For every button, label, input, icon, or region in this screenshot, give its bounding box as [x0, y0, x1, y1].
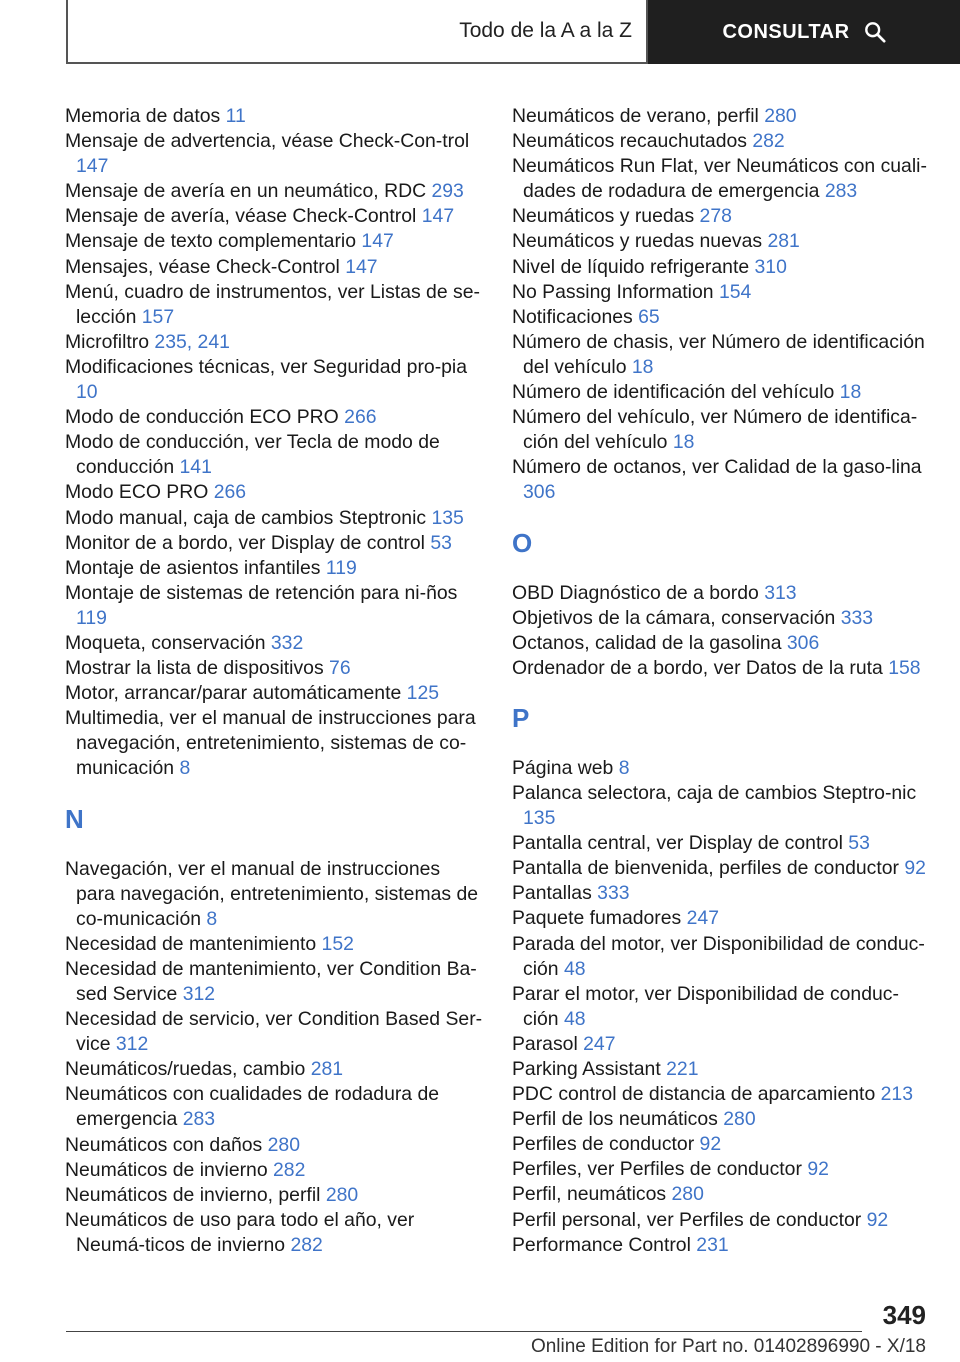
index-entry-text: No Passing Information [512, 280, 719, 303]
index-entry-text: Neumáticos de uso para todo el año, ver Neumá‐ticos de invierno [65, 1208, 415, 1256]
index-entry-text: Mensaje de avería en un neumático, RDC [65, 180, 432, 203]
index-entry [65, 179, 483, 204]
index-entry-page-link[interactable]: 92 [807, 1158, 829, 1181]
index-entry [512, 881, 932, 906]
index-entry-page-link[interactable]: 135 [431, 506, 464, 529]
index-entry [65, 631, 483, 656]
index-entry-text: Neumáticos y ruedas nuevas [512, 230, 768, 253]
index-letter-heading: N [65, 803, 84, 834]
index-entry-text: Modo ECO PRO [65, 481, 214, 504]
index-entry-page-link[interactable]: 92 [699, 1133, 722, 1156]
index-entry-text: Neumáticos de invierno, perfil [65, 1183, 326, 1206]
index-entry [65, 857, 483, 932]
index-entry [65, 1183, 483, 1208]
page-number: 349 [882, 1300, 926, 1330]
index-entry-text: Neumáticos recauchutados [512, 130, 753, 153]
index-entry-page-link[interactable]: 247 [583, 1032, 616, 1055]
index-entry [512, 1132, 932, 1157]
index-entry-text: Objetivos de la cámara, conservación [512, 606, 841, 629]
index-entry-page-link[interactable]: 280 [267, 1133, 300, 1156]
index-entry [65, 1133, 483, 1158]
index-entry-text: Modificaciones técnicas, ver Seguridad pro‐pia [65, 355, 468, 378]
index-entry [65, 204, 483, 229]
index-entry [512, 1208, 932, 1233]
index-entry-text: Página web [512, 756, 619, 779]
index-entry-text: Menú, cuadro de instrumentos, ver Listas de se‐lección [65, 280, 480, 328]
index-entry-page-link[interactable]: 8 [618, 756, 630, 779]
index-column-left [65, 104, 483, 1258]
index-entry-text: Necesidad de servicio, ver Condition Based Ser‐vice [65, 1008, 483, 1056]
index-entry-page-link[interactable]: 147 [361, 230, 394, 253]
index-entry-text: Número de identificación del vehículo [512, 381, 840, 404]
index-entry [65, 531, 483, 556]
index-entry [65, 280, 483, 330]
index-entry [65, 355, 483, 405]
index-entry-page-link[interactable]: 10 [76, 381, 98, 404]
index-entry-text: Número del vehículo, ver Número de identifica‐ción del vehículo [512, 406, 918, 454]
index-entry-text: Ordenador de a bordo, ver Datos de la ruta [512, 656, 889, 679]
index-entry [512, 1233, 932, 1258]
index-letter-heading: O [512, 527, 533, 558]
index-entry-page-link[interactable]: 147 [76, 155, 109, 178]
index-entry [65, 129, 483, 179]
index-entry-text: Parking Assistant [512, 1058, 667, 1080]
index-entry [512, 1057, 932, 1082]
index-entry-page-link[interactable]: 312 [182, 983, 216, 1005]
index-entry [65, 656, 483, 681]
index-entry-page-link[interactable]: 266 [344, 406, 377, 429]
index-entry [512, 656, 932, 681]
index-entry-text: Modo de conducción ECO PRO [65, 406, 345, 429]
index-entry [65, 1082, 483, 1132]
index-entry-page-link[interactable]: 333 [840, 606, 874, 629]
index-entry-text: Moqueta, conservación [65, 631, 271, 654]
index-entry-page-link[interactable]: 280 [671, 1183, 704, 1206]
index-entry [512, 756, 932, 781]
index-entry-page-link[interactable]: 281 [310, 1058, 344, 1081]
index-entry [512, 1082, 932, 1107]
index-entry-text: Montaje de asientos infantiles [65, 556, 326, 579]
index-entry-page-link[interactable]: 282 [290, 1233, 323, 1256]
index-entry [65, 506, 483, 531]
index-entry [512, 631, 932, 656]
index-entry-page-link[interactable]: 158 [888, 656, 921, 679]
index-entry-text: Multimedia, ver el manual de instrucciones para navegación, entretenimiento, sistemas de co‐municación [65, 707, 476, 780]
index-entry [512, 129, 932, 154]
index-entry-text: Mensajes, véase Check-Control [65, 255, 346, 278]
index-entry-text: Modo manual, caja de cambios Steptronic [65, 506, 432, 529]
index-entry-page-link[interactable]: 282 [273, 1158, 306, 1181]
index-entry-text: Notificaciones [512, 305, 639, 328]
index-entry [65, 255, 483, 280]
index-entry-text: Necesidad de mantenimiento, ver Condition Ba‐sed Service [65, 957, 477, 1005]
index-entry-page-link[interactable]: 141 [179, 456, 212, 479]
index-entry-text: Palanca selectora, caja de cambios Steptro‐nic [512, 781, 917, 804]
index-entry-text: Parada del motor, ver Disponibilidad de conduc‐ción [512, 932, 925, 980]
index-entry-page-link[interactable]: 306 [786, 631, 820, 654]
index-entry [65, 1007, 483, 1057]
index-entry-page-link[interactable]: 147 [421, 205, 455, 228]
index-entry [512, 856, 932, 881]
index-entry-page-link[interactable]: 92 [904, 857, 926, 880]
index-entry-page-link[interactable]: 313 [764, 581, 797, 604]
index-entry-page-link[interactable]: 312 [115, 1033, 149, 1056]
index-entry [65, 1208, 483, 1258]
index-entry [65, 229, 483, 254]
index-entry-page-link[interactable]: 147 [345, 255, 378, 278]
index-entry [512, 606, 932, 631]
index-entry-page-link[interactable]: 8 [179, 757, 191, 780]
tab-consultar-label: CONSULTAR [722, 20, 850, 43]
index-entry [512, 982, 932, 1032]
index-entry-page-link[interactable]: 48 [563, 957, 586, 980]
index-entry-page-link[interactable]: 18 [839, 381, 862, 404]
index-entry [512, 330, 932, 380]
index-entry [65, 681, 483, 706]
index-entry-text: Nivel de líquido refrigerante [512, 255, 755, 278]
index-column-right [512, 104, 932, 1258]
index-entry-page-link[interactable]: 231 [696, 1233, 729, 1256]
index-entry-page-link[interactable]: 281 [767, 230, 800, 253]
index-entry [512, 1182, 932, 1207]
index-entry [512, 581, 932, 606]
index-entry [65, 480, 483, 505]
index-entry-page-link[interactable]: 332 [270, 631, 304, 654]
index-entry-page-link[interactable]: 280 [723, 1108, 756, 1131]
index-entry [65, 932, 483, 957]
index-entry-text: Pantalla central, ver Display de control [512, 832, 849, 855]
index-entry-page-link[interactable]: 235, 241 [154, 330, 230, 353]
index-entry-page-link[interactable]: 280 [325, 1183, 359, 1206]
index-entry [512, 154, 932, 204]
index-letter-heading: P [512, 702, 530, 733]
index-entry-text: Perfil, neumáticos [512, 1183, 672, 1206]
index-entry [512, 380, 932, 405]
index-entry-text: Navegación, ver el manual de instrucciones para navegación, entretenimiento, sistemas de co‐municación [65, 857, 479, 930]
index-entry-page-link[interactable]: 221 [666, 1058, 699, 1080]
index-entry-page-link[interactable]: 119 [76, 606, 107, 629]
index-entry [512, 932, 932, 982]
index-entry [512, 1107, 932, 1132]
index-entry [512, 204, 932, 229]
index-entry-page-link[interactable]: 333 [597, 882, 630, 905]
index-entry-page-link[interactable]: 157 [141, 305, 175, 328]
index-entry-text: Memoria de datos [65, 105, 226, 127]
index-entry [65, 957, 483, 1007]
index-entry-text: Neumáticos de invierno [65, 1158, 274, 1181]
index-entry [512, 1157, 932, 1182]
index-entry-text: Montaje de sistemas de retención para ni‐ños [65, 581, 458, 604]
index-entry-text: Neumáticos Run Flat, ver Neumáticos con cuali‐dades de rodadura de emergencia [512, 155, 927, 203]
index-entry [65, 706, 483, 781]
index-entry [512, 781, 932, 831]
index-entry-text: Mostrar la lista de dispositivos [65, 657, 330, 680]
index-entry-page-link[interactable]: 282 [752, 130, 785, 153]
index-entry [512, 1032, 932, 1057]
index-entry-page-link[interactable]: 119 [325, 556, 357, 579]
index-entry-text: Perfil personal, ver Perfiles de conductor [512, 1208, 867, 1231]
index-entry [65, 104, 483, 129]
index-entry-page-link[interactable]: 65 [638, 305, 660, 328]
index-entry-text: Parar el motor, ver Disponibilidad de conduc‐ción [512, 982, 899, 1030]
index-entry [65, 556, 483, 581]
index-entry-text: Perfiles, ver Perfiles de conductor [512, 1158, 808, 1181]
footer-divider [66, 1331, 862, 1332]
index-entry-text: Octanos, calidad de la gasolina [512, 631, 787, 654]
index-entry-page-link[interactable]: 152 [321, 932, 354, 955]
index-entry-page-link[interactable]: 125 [406, 682, 440, 705]
index-entry-text: Modo de conducción, ver Tecla de modo de conducción [65, 431, 440, 479]
index-entry-page-link[interactable]: 266 [213, 481, 247, 504]
index-entry [65, 1158, 483, 1183]
index-entry-text: Neumáticos con cualidades de rodadura de emergencia [65, 1083, 440, 1131]
index-entry-page-link[interactable]: 48 [563, 1007, 586, 1030]
index-entry-text: Mensaje de avería, véase Check-Control [65, 205, 422, 228]
index-entry-page-link[interactable]: 280 [764, 105, 797, 127]
index-entry [512, 229, 932, 254]
tab-consultar[interactable] [648, 0, 960, 64]
index-entry [512, 906, 932, 931]
index-entry [512, 305, 932, 330]
index-entry-text: Paquete fumadores [512, 907, 687, 930]
index-entry-text: Neumáticos de verano, perfil [512, 105, 765, 127]
index-entry-text: Necesidad de mantenimiento [65, 932, 322, 955]
index-entry [512, 455, 932, 505]
index-entry-text: Número de octanos, ver Calidad de la gaso‐lina [512, 456, 922, 479]
index-entry [512, 280, 932, 305]
index-entry-page-link[interactable]: 135 [523, 807, 556, 830]
index-entry-page-link[interactable]: 306 [523, 481, 556, 504]
index-entry [512, 255, 932, 280]
index-entry [512, 405, 932, 455]
index-entry-page-link[interactable]: 18 [631, 355, 654, 378]
index-entry-page-link[interactable]: 53 [430, 531, 452, 554]
index-entry [512, 104, 932, 129]
index-entry-page-link[interactable]: 53 [848, 832, 870, 855]
index-entry-text: PDC control de distancia de aparcamiento [512, 1083, 881, 1106]
index-entry-text: Número de chasis, ver Número de identificación del vehículo [512, 330, 925, 378]
index-entry-page-link[interactable]: 278 [699, 205, 732, 228]
tab-todo-label: Todo de la A a la Z [459, 19, 632, 42]
index-entry-page-link[interactable]: 11 [225, 105, 246, 127]
index-entry-text: Mensaje de texto complementario [65, 230, 362, 253]
index-entry [65, 405, 483, 430]
index-entry-page-link[interactable]: 8 [206, 907, 218, 930]
index-entry-text: Parasol [512, 1032, 584, 1055]
index-entry-page-link[interactable]: 213 [880, 1083, 913, 1106]
index-entry-text: Motor, arrancar/parar automáticamente [65, 682, 407, 705]
index-entry [65, 330, 483, 355]
index-entry [65, 1057, 483, 1082]
index-entry-text: Pantalla de bienvenida, perfiles de conductor [512, 857, 905, 880]
index-entry-text: Pantallas [512, 882, 598, 905]
index-entry-text: Perfiles de conductor [512, 1133, 700, 1156]
index-entry-text: Mensaje de advertencia, véase Check-Con‐trol [65, 130, 470, 153]
index-entry-page-link[interactable]: 293 [431, 180, 464, 203]
index-entry [65, 581, 483, 631]
index-entry-text: Microfiltro [65, 330, 155, 353]
index-entry-page-link[interactable]: 283 [182, 1108, 216, 1131]
index-entry-text: OBD Diagnóstico de a bordo [512, 581, 765, 604]
index-entry-text: Neumáticos con daños [65, 1133, 268, 1156]
index-entry-page-link[interactable]: 18 [672, 431, 695, 454]
index-entry-page-link[interactable]: 247 [686, 907, 719, 930]
index-entry-text: Neumáticos/ruedas, cambio [65, 1058, 311, 1081]
index-entry-page-link[interactable]: 92 [866, 1208, 889, 1231]
footer-edition-text: Online Edition for Part no. 01402896990 - X/18 [530, 1336, 926, 1357]
header-tabs [66, 0, 960, 64]
search-icon [864, 21, 886, 43]
index-entry-page-link[interactable]: 283 [824, 180, 858, 203]
index-entry-page-link[interactable]: 154 [718, 280, 752, 303]
index-entry-text: Neumáticos y ruedas [512, 205, 700, 228]
index-entry-page-link[interactable]: 310 [754, 255, 787, 278]
index-entry-text: Monitor de a bordo, ver Display de control [65, 531, 431, 554]
index-entry [65, 430, 483, 480]
index-entry [512, 831, 932, 856]
tab-todo-de-la-a-a-la-z[interactable] [66, 0, 648, 64]
index-entry-text: Performance Control [512, 1233, 697, 1256]
index-entry-page-link[interactable]: 76 [329, 657, 351, 680]
index-entry-text: Perfil de los neumáticos [512, 1108, 724, 1131]
